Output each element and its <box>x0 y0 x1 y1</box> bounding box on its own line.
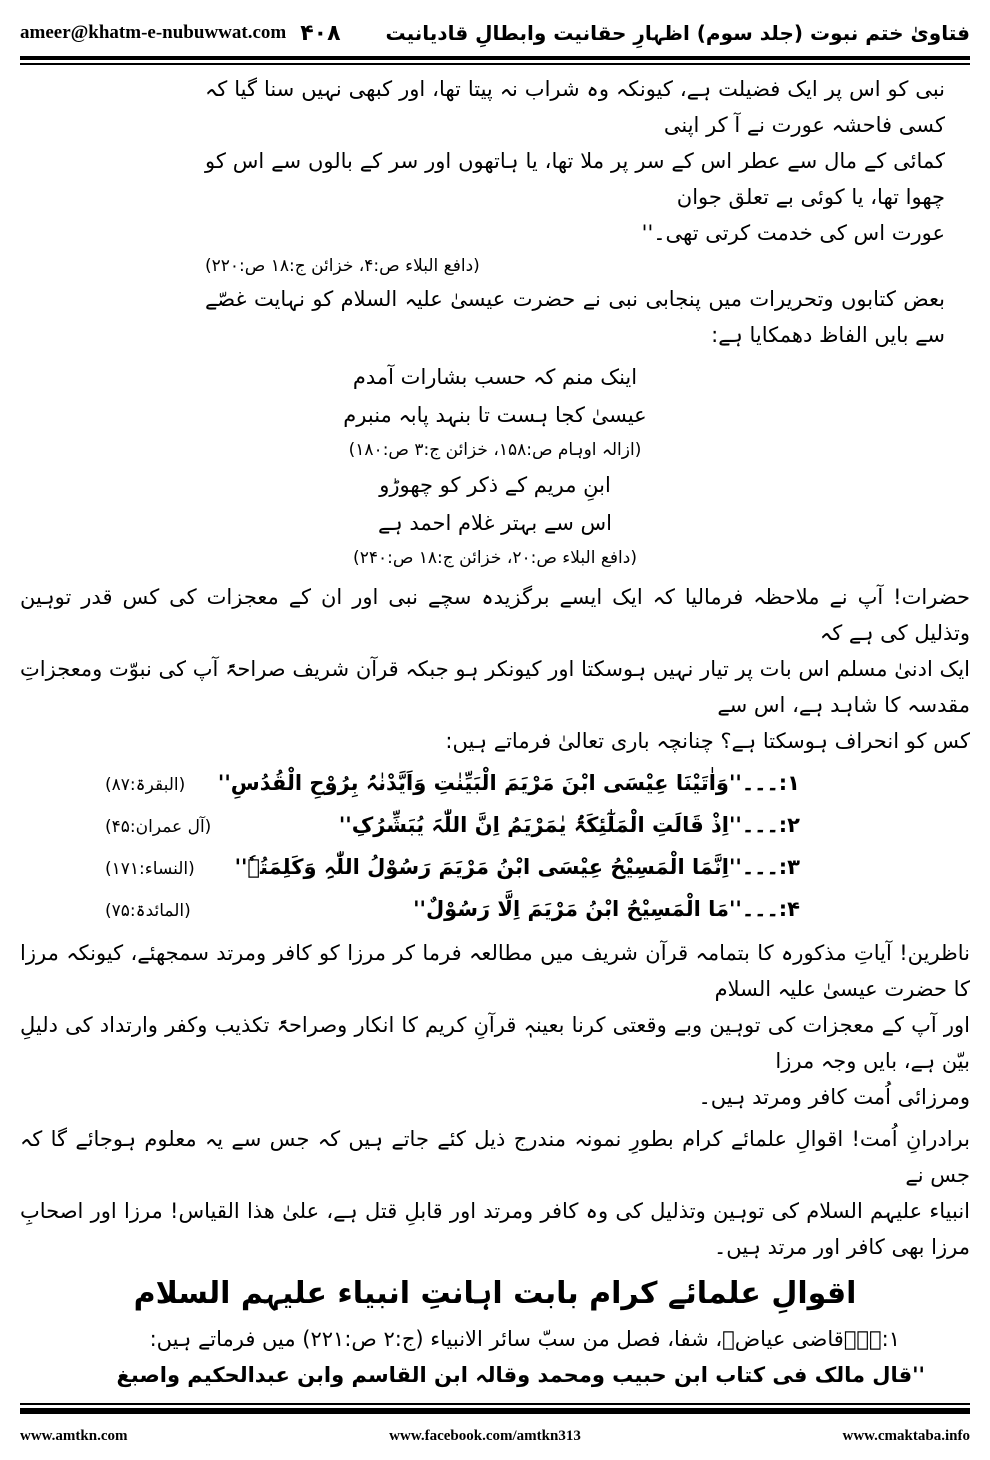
citation: (دافع البلاء ص:۲۰، خزائن ج:۱۸ ص:۲۴۰) <box>353 548 637 568</box>
verse-row <box>20 765 970 803</box>
paragraph <box>20 579 970 759</box>
book-title: فتاویٰ ختم نبوت (جلد سوم) اظہارِ حقانیت وابطالِ قادیانیت <box>385 21 970 45</box>
quote-line: نبی کو اس پر ایک فضیلت ہے، کیونکہ وہ شراب نہ پیتا تھا، اور کبھی نہیں سنا گیا کہ کسی فاحشہ عورت نے آ کر اپنی <box>205 77 945 137</box>
verse-ref: (المائدۃ:۷۵) <box>105 901 191 921</box>
verse-row <box>20 891 970 929</box>
list-item: ۱:۔۔۔قاضی عیاضؒ، شفا، فصل من سبّ سائر الانبیاء (ج:۲ ص:۲۲۱) میں فرماتے ہیں: <box>149 1327 900 1351</box>
footer-rule-thin <box>20 1403 970 1405</box>
verse-ref: (البقرۃ:۸۷) <box>105 775 186 795</box>
poem-line: عیسیٰ کجا ہست تا بنہد پابہ منبرم <box>343 403 647 427</box>
paragraph-line: کس کو انحراف ہوسکتا ہے؟ چنانچہ باری تعالیٰ فرماتے ہیں: <box>445 729 970 753</box>
verse: ۴:۔۔۔''مَا الْمَسِیْحُ ابْنُ مَرْیَمَ اِلَّا رَسُوْلٌ'' <box>413 897 800 921</box>
paragraph-line: ناظرین! آیاتِ مذکورہ کا بتمامہ قرآن شریف میں مطالعہ فرما کر مرزا کو کافر ومرتد سمجھئے، کیونکہ مرزا کا حضرت عیسیٰ علیہ السلام <box>20 941 970 1001</box>
verse-ref: (آل عمران:۴۵) <box>105 817 212 837</box>
paragraph-line: برادرانِ اُمت! اقوالِ علمائے کرام بطورِ نمونہ مندرج ذیل کئے جاتے ہیں کہ جس سے یہ معلوم ہوجائے گا کہ جس نے <box>20 1127 970 1187</box>
citation: (دافع البلاء ص:۴، خزائن ج:۱۸ ص:۲۲۰) <box>205 256 480 276</box>
verse: ۳:۔۔۔''اِنَّمَا الْمَسِیْحُ عِیْسَی ابْنُ مَرْیَمَ رَسُوْلُ اللّٰہِ وَکَلِمَتُہٗ'' <box>234 855 800 879</box>
poem <box>20 359 970 573</box>
section-heading: اقوالِ علمائے کرام بابت اہانتِ انبیاء علیہم السلام <box>133 1276 857 1311</box>
poem-line: اینک منم کہ حسب بشارات آمدم <box>352 365 638 389</box>
paragraph-line: حضرات! آپ نے ملاحظہ فرمالیا کہ ایک ایسے برگزیدہ سچے نبی اور ان کے معجزات کی کس قدر توہین وتذلیل کی ہے کہ <box>20 585 970 645</box>
intro-line: بعض کتابوں وتحریرات میں پنجابی نبی نے حضرت عیسیٰ علیہ السلام کو نہایت غصّے سے بایں الفاظ دھمکایا ہے: <box>205 287 945 347</box>
verse: ۱:۔۔۔''وَاٰتَیْنَا عِیْسَی ابْنَ مَرْیَمَ الْبَیِّنٰتِ وَاَیَّدْنٰہُ بِرُوْحِ الْقُدُسِ'' <box>217 771 800 795</box>
paragraph-line: اور آپ کے معجزات کی توہین وبے وقعتی کرنا بعینہٖ قرآنِ کریم کا انکار وصراحۃً تکذیب وکفر وارتداد کی دلیلِ بیّن ہے، بایں وجہ مرزا <box>20 1013 970 1073</box>
verse-row <box>20 849 970 887</box>
poem-line: ابنِ مریم کے ذکر کو چھوڑو <box>379 473 611 497</box>
header-rule-thin <box>20 63 970 65</box>
verse-list <box>20 765 970 929</box>
paragraph-line: انبیاء علیہم السلام کی توہین وتذلیل کی وہ کافر ومرتد اور قابلِ قتل ہے، علیٰ ھذا القیاس! مرزا اور اصحابِ مرزا بھی کافر اور مرتد ہیں۔ <box>20 1199 970 1259</box>
verse-row <box>20 807 970 845</box>
quote-line: کمائی کے مال سے عطر اس کے سر پر ملا تھا، یا ہاتھوں اور سر کے بالوں سے اس کو چھوا تھا، یا کوئی بے تعلق جوان <box>205 149 945 209</box>
footer-link-right[interactable]: www.cmaktaba.info <box>842 1428 970 1444</box>
paragraph <box>20 935 970 1115</box>
paragraph-line: ایک ادنیٰ مسلم اس بات پر تیار نہیں ہوسکتا اور کیونکر ہو جبکہ قرآن شریف صراحۃً آپ کی نبوّت ومعجزاتِ مقدسہ کا شاہد ہے، اس سے <box>20 657 970 717</box>
header-rule-thick <box>20 56 970 60</box>
footer-link-left[interactable]: www.amtkn.com <box>20 1428 128 1444</box>
page-header <box>20 18 970 48</box>
footer-rule-thick <box>20 1408 970 1414</box>
arabic-quote: ''قال مالک فی کتاب ابن حبیب ومحمد وقالہ ابن القاسم وابن عبدالحکیم واصبغ <box>116 1363 925 1387</box>
poem-line: اس سے بہتر غلام احمد ہے <box>378 511 612 535</box>
quote-block <box>205 71 945 353</box>
paragraph <box>20 1121 970 1265</box>
verse: ۲:۔۔۔''اِذْ قَالَتِ الْمَلٰٓئِکَۃُ یٰمَرْیَمُ اِنَّ اللّٰہَ یُبَشِّرُکِ'' <box>338 813 800 837</box>
page-number: ۴۰۸ <box>300 20 341 46</box>
paragraph-line: ومرزائی اُمت کافر ومرتد ہیں۔ <box>698 1085 970 1109</box>
footer-link-center[interactable]: www.facebook.com/amtkn313 <box>389 1428 581 1444</box>
footer <box>20 1428 970 1445</box>
header-email: ameer@khatm-e-nubuwwat.com <box>20 22 287 43</box>
citation: (ازالہ اوہام ص:۱۵۸، خزائن ج:۳ ص:۱۸۰) <box>348 440 642 460</box>
quote-line: عورت اس کی خدمت کرتی تھی۔'' <box>641 221 945 245</box>
verse-ref: (النساء:۱۷۱) <box>105 859 195 879</box>
